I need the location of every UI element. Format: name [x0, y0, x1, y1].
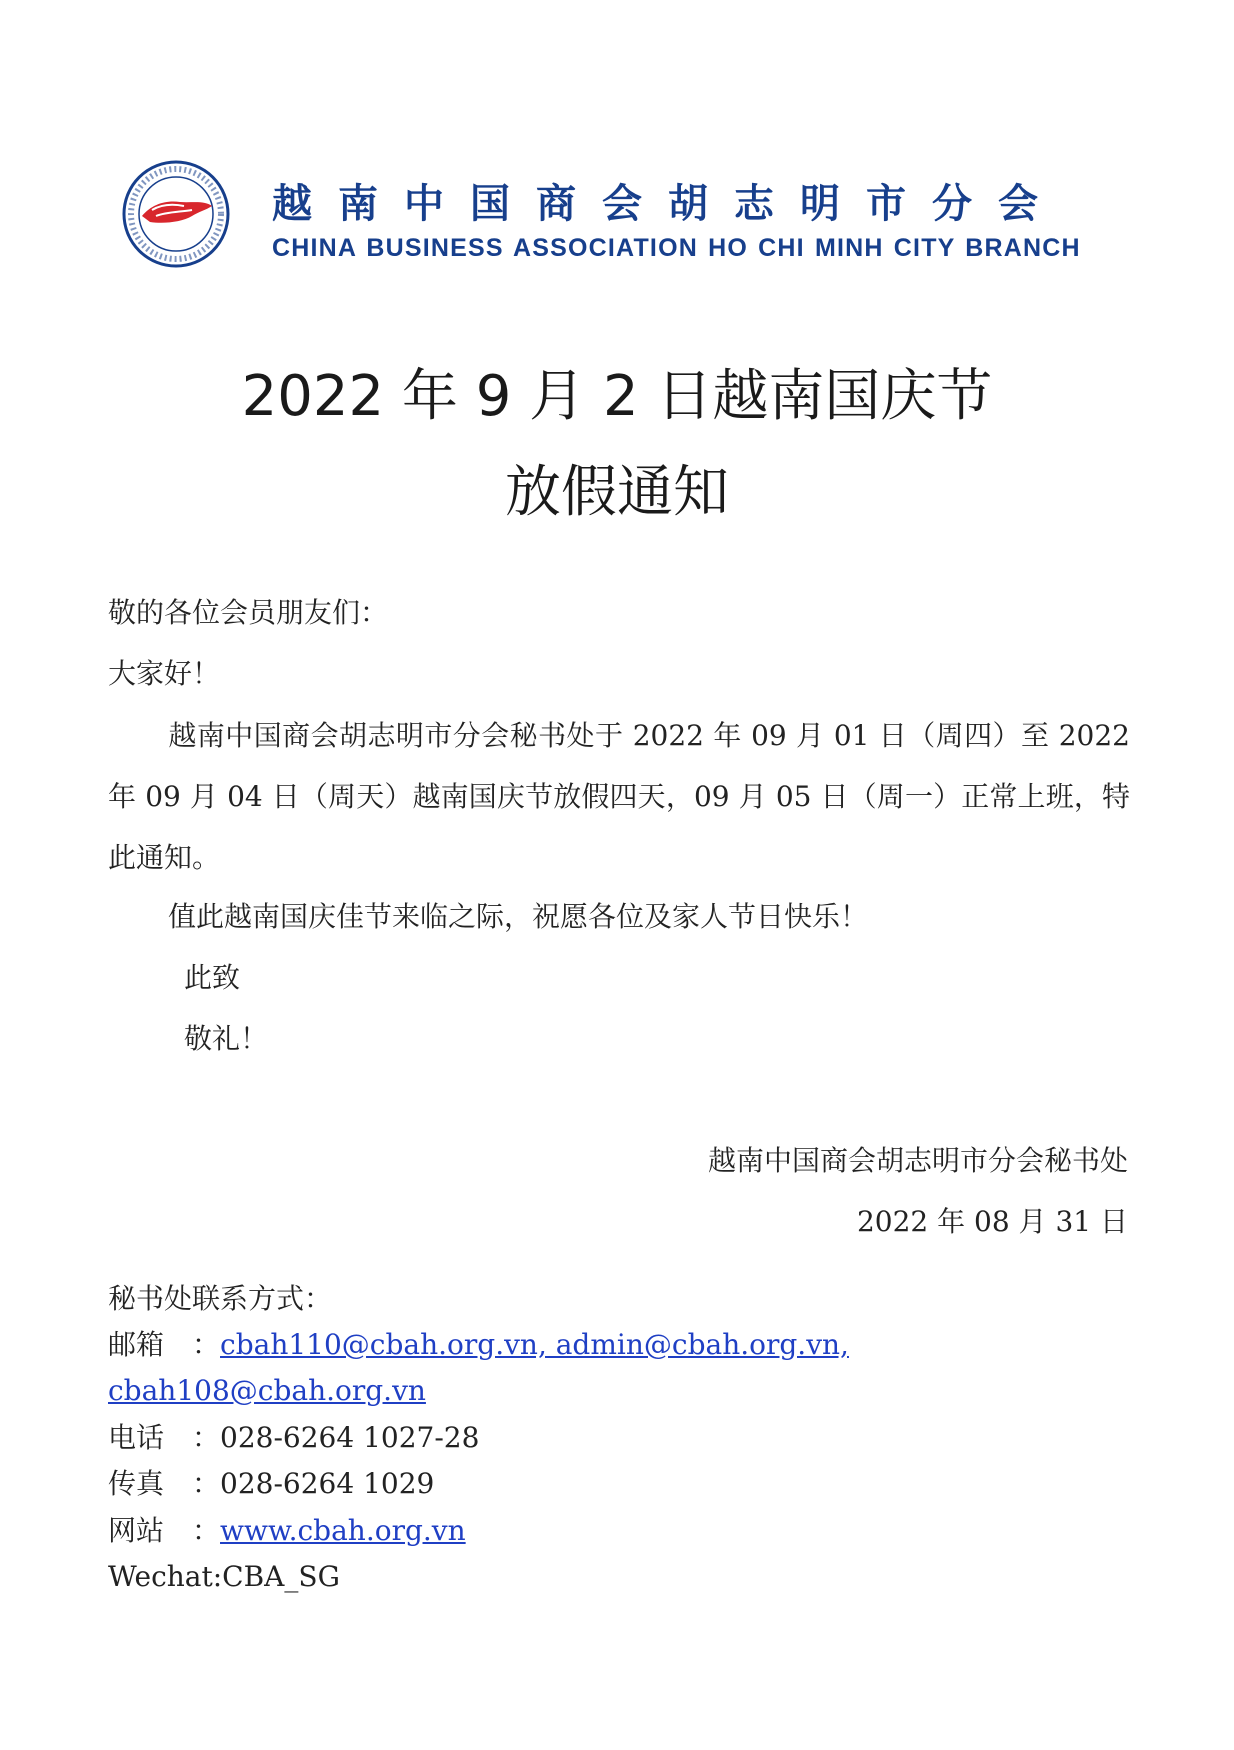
web-label: 网站 ： — [108, 1514, 221, 1547]
contact-phone-row — [108, 1421, 479, 1455]
contact-wechat-row — [108, 1560, 340, 1594]
signature-date: 2022 年 08 月 31 日 — [856, 1205, 1128, 1238]
closing-cizhi: 此致 — [184, 961, 241, 994]
email-label: 邮箱 ： — [108, 1328, 221, 1361]
website-link[interactable]: www.cbah.org.vn — [220, 1514, 466, 1547]
fax-label: 传真 ： — [108, 1467, 221, 1500]
email-links-line1[interactable]: cbah110@cbah.org.vn, admin@cbah.org.vn, — [220, 1328, 849, 1361]
org-name-english: CHINA BUSINESS ASSOCIATION HO CHI MINH CITY BRANCH — [272, 234, 1081, 262]
signature-org: 越南中国商会胡志明市分会秘书处 — [707, 1144, 1128, 1177]
phone-value: 028-6264 1027-28 — [220, 1421, 480, 1454]
contact-web-row — [108, 1514, 466, 1548]
phone-label: 电话 ： — [108, 1421, 221, 1454]
notice-paragraph-text: 越南中国商会胡志明市分会秘书处于 2022 年 09 月 01 日（周四）至 2022 年 09 月 04 日（周天）越南国庆节放假四天，09 月 05 日（周一）正常上班，特此通知。 — [108, 719, 1130, 874]
wechat-value: CBA_SG — [222, 1560, 340, 1593]
org-name-chinese: 越南中国商会胡志明市分会 — [272, 181, 1064, 227]
cba-hcmc-seal-logo-icon — [122, 160, 230, 268]
notice-title-line2: 放假通知 — [505, 460, 729, 525]
wechat-label: Wechat: — [108, 1560, 223, 1593]
wishes-paragraph: 值此越南国庆佳节来临之际，祝愿各位及家人节日快乐！ — [168, 900, 869, 933]
closing-jingli: 敬礼！ — [184, 1022, 269, 1055]
notice-title-line1: 2022 年 9 月 2 日越南国庆节 — [241, 364, 993, 429]
letterhead — [122, 160, 1112, 270]
email-link-cbah108[interactable]: cbah108@cbah.org.vn — [108, 1374, 426, 1407]
contact-email-row-2 — [108, 1374, 426, 1408]
contact-fax-row — [108, 1467, 434, 1501]
contact-email-row — [108, 1328, 849, 1362]
notice-paragraph — [108, 705, 1130, 888]
fax-value: 028-6264 1029 — [220, 1467, 435, 1500]
greeting: 大家好！ — [108, 657, 221, 690]
salutation: 敬的各位会员朋友们： — [108, 596, 389, 629]
contact-heading: 秘书处联系方式： — [108, 1282, 333, 1315]
